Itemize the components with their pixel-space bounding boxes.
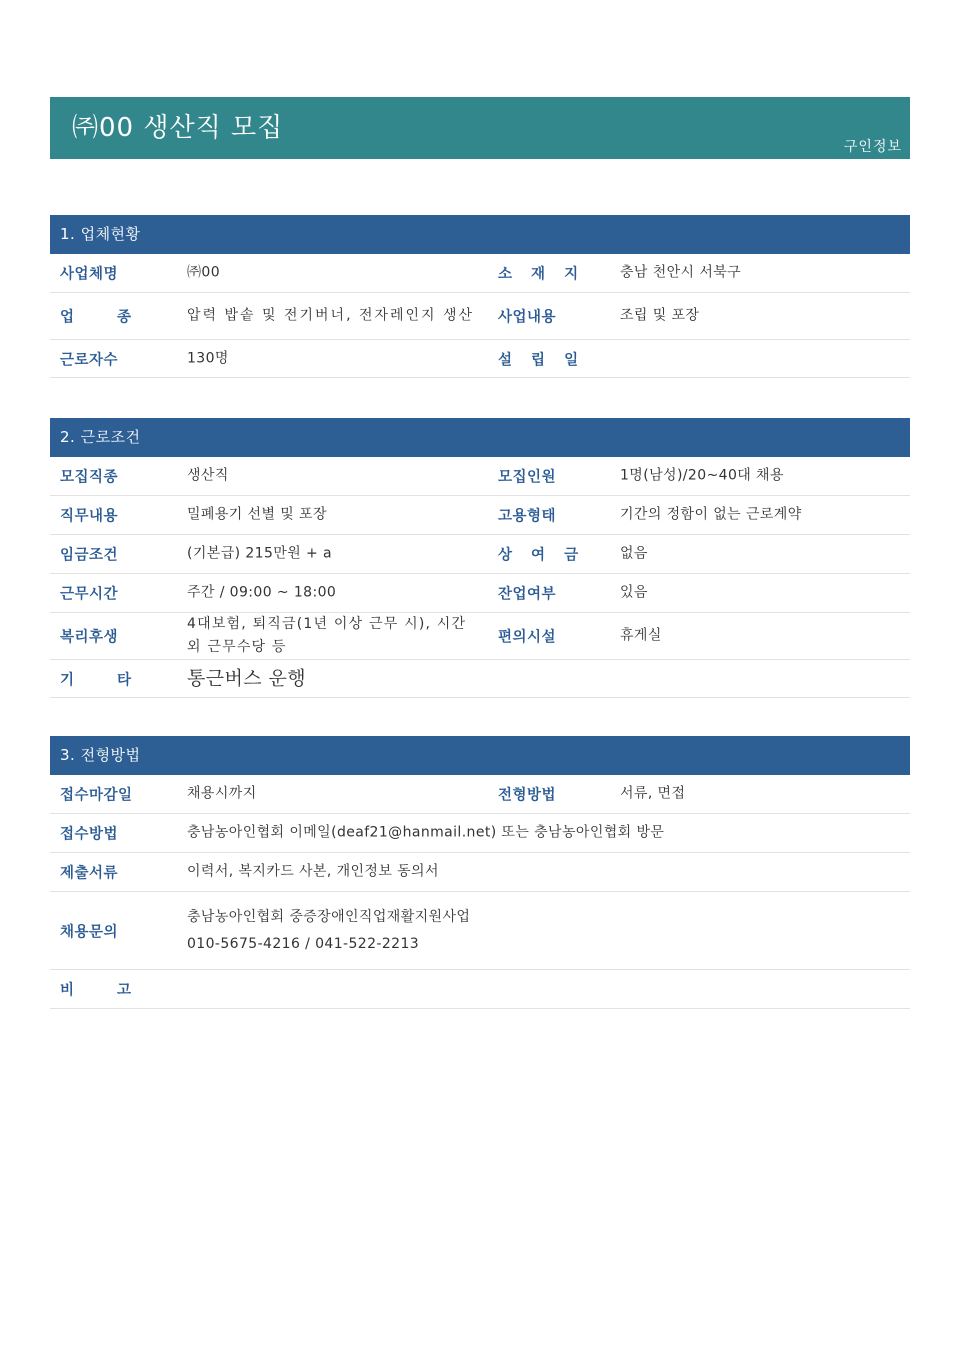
table-row	[50, 535, 910, 574]
row-label: 편의시설	[498, 629, 557, 646]
row-value: 생산직	[187, 467, 229, 484]
row-value: ㈜00	[187, 264, 221, 281]
table-row	[50, 814, 910, 853]
section-heading: 3. 전형방법	[50, 736, 910, 775]
row-label: 근무시간	[60, 586, 119, 603]
section-company-status	[50, 215, 910, 378]
row-value: 주간 / 09:00 ~ 18:00	[187, 584, 337, 601]
row-label: 전형방법	[498, 787, 557, 804]
row-label: 소 재 지	[498, 266, 586, 283]
table-row	[50, 613, 910, 660]
row-label: 접수방법	[60, 826, 119, 843]
row-label: 설 립 일	[498, 352, 586, 368]
section-working-conditions	[50, 418, 910, 698]
row-value: (기본급) 215만원 + a	[187, 545, 332, 562]
table-row	[50, 340, 910, 378]
row-value: 4대보험, 퇴직금(1년 이상 근무 시), 시간 외 근무수당 등	[187, 616, 467, 655]
table-row	[50, 970, 910, 1009]
row-label: 제출서류	[60, 865, 119, 882]
row-value: 기간의 정함이 없는 근로계약	[620, 506, 802, 523]
section-selection-method	[50, 736, 910, 1009]
row-label: 모집인원	[498, 469, 557, 486]
page-subtitle: 구인정보	[843, 139, 902, 155]
row-label: 모집직종	[60, 469, 119, 486]
row-value: 휴게실	[620, 627, 662, 644]
row-value: 채용시까지	[187, 785, 257, 802]
row-label: 근로자수	[60, 352, 119, 368]
row-value: 충남 천안시 서북구	[620, 264, 742, 281]
row-value: 있음	[620, 584, 648, 601]
section-heading: 2. 근로조건	[50, 418, 910, 457]
row-label: 잔업여부	[498, 586, 557, 603]
row-value: 충남농아인협회 이메일(deaf21@hanmail.net) 또는 충남농아인협회 방문	[187, 824, 665, 841]
table-row	[50, 892, 910, 970]
row-label: 비 고	[60, 982, 151, 999]
row-value: 조립 및 포장	[620, 307, 700, 324]
inquiry-phone: 010-5675-4216 / 041-522-2213	[187, 935, 420, 952]
row-label: 상 여 금	[498, 547, 586, 564]
table-row	[50, 293, 910, 340]
table-row	[50, 853, 910, 892]
table-row	[50, 496, 910, 535]
row-label: 임금조건	[60, 547, 119, 564]
page-title: ㈜00 생산직 모집	[72, 113, 284, 143]
row-label: 복리후생	[60, 629, 119, 646]
table-row	[50, 254, 910, 293]
row-label: 기 타	[60, 672, 151, 688]
row-value: 1명(남성)/20~40대 채용	[620, 467, 784, 484]
row-label: 직무내용	[60, 508, 119, 525]
row-value: 이력서, 복지카드 사본, 개인정보 동의서	[187, 863, 439, 880]
title-banner	[50, 97, 910, 159]
row-label: 사업체명	[60, 266, 119, 283]
table-row	[50, 775, 910, 814]
row-value: 밀폐용기 선별 및 포장	[187, 506, 327, 523]
table-row	[50, 457, 910, 496]
row-label: 사업내용	[498, 309, 557, 326]
row-value: 130명	[187, 350, 229, 366]
row-value: 서류, 면접	[620, 785, 686, 802]
row-label: 채용문의	[60, 924, 119, 940]
row-value: 압력 밥솥 및 전기버너, 전자레인지 생산	[187, 307, 475, 324]
row-label: 업 종	[60, 309, 151, 326]
row-label: 접수마감일	[60, 787, 133, 804]
section-heading: 1. 업체현황	[50, 215, 910, 254]
row-label: 고용형태	[498, 508, 557, 525]
table-row	[50, 660, 910, 698]
row-value: 통근버스 운행	[187, 667, 306, 689]
row-value: 없음	[620, 545, 648, 562]
row-value	[187, 904, 887, 958]
inquiry-org: 충남농아인협회 중증장애인직업재활지원사업	[187, 908, 471, 925]
table-row	[50, 574, 910, 613]
